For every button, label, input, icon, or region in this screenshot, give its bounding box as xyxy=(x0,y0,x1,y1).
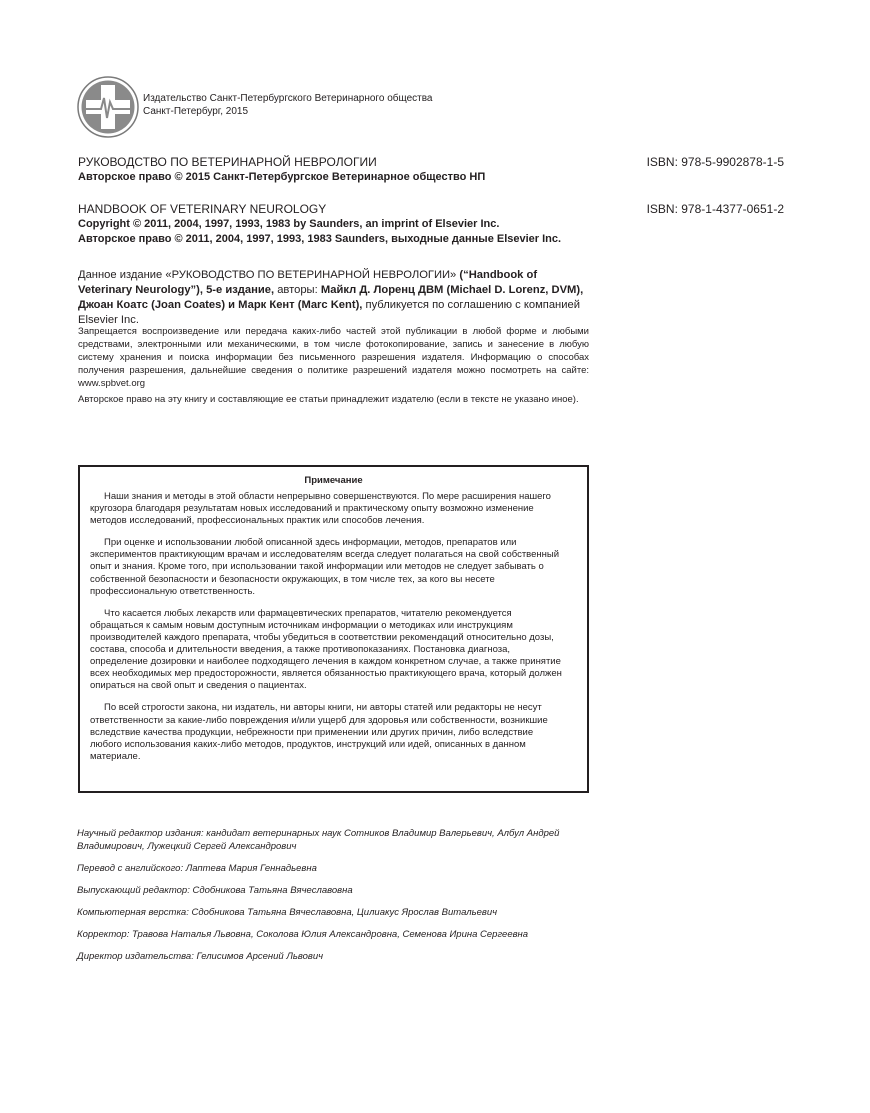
en-isbn: ISBN: 978-1-4377-0651-2 xyxy=(646,202,784,216)
ru-isbn: ISBN: 978-5-9902878-1-5 xyxy=(646,155,784,169)
edition-info-bold-1: (“Handbook of Veterinary Neurology”), 5-е издание, xyxy=(78,269,538,296)
edition-info-authors: Майкл Д. Лоренц ДВМ (Michael D. Lorenz, DVM), Джоан Коатс (Joan Coates) и Марк Кент (Marc Kent), xyxy=(78,284,584,311)
note-paragraph-1: Наши знания и методы в этой области непрерывно совершенствуются. По мере расширения нашего кругозора благодаря результатам новых исследований и практическому опыту возможно изменение методов исследований, профессиональных практик или способов лечения. xyxy=(90,491,551,527)
en-title: HANDBOOK OF VETERINARY NEUROLOGY xyxy=(78,202,327,216)
note-title: Примечание xyxy=(304,475,363,486)
edition-info-text-2: авторы: xyxy=(277,284,318,296)
en-copyright: Copyright © 2011, 2004, 1997, 1993, 1983 by Saunders, an imprint of Elsevier Inc. xyxy=(78,218,500,230)
ru-title: РУКОВОДСТВО ПО ВЕТЕРИНАРНОЙ НЕВРОЛОГИИ xyxy=(78,155,377,169)
note-paragraph-2: При оценке и использовании любой описанной здесь информации, методов, препаратов или экспериментов практикующим врачам и исследователям всегда следует полагаться на свой собственный опыт и знания. Кроме того, при использовании такой информации или методов не следует забывать о собственной безопасности и безопасности окружающих, в том числе тех, за кого вы несете профессиональную ответственность. xyxy=(90,537,560,597)
credit-scientific-editor: Научный редактор издания: кандидат ветеринарных наук Сотников Владимир Валерьевич, Албул Андрей Владимирович, Лужецкий Сергей Александрович xyxy=(77,828,560,852)
ru-copyright: Авторское право © 2015 Санкт-Петербургское Ветеринарное общество НП xyxy=(78,171,486,183)
credit-director: Директор издательства: Гелисимов Арсений Львович xyxy=(77,951,324,962)
note-paragraph-3: Что касается любых лекарств или фармацевтических препаратов, читателю рекомендуется обращаться к самым новым доступным источникам информации о методиках или инструкциям производителей каждого препарата, чтобы убедиться в соответствии рекомендаций относительно дозы, состава, способа и длительности введения, а также противопоказаниях. Постановка диагноза, определение дозировки и наиболее подходящего лечения в каждом конкретном случае, а также принятие всех необходимых мер предосторожности, является обязанностью практикующего врача, который должен опираться на свой опыт и сведения о пациентах. xyxy=(90,607,562,692)
copyright-notice: Авторское право на эту книгу и составляющие ее статьи принадлежит издателю (если в тексте не указано иное). xyxy=(78,394,579,405)
ru-edition-block xyxy=(78,155,784,185)
credit-layout: Компьютерная верстка: Сдобникова Татьяна Вячеславовна, Цилиакус Ярослав Витальевич xyxy=(77,907,498,918)
publisher-header xyxy=(77,76,597,138)
edition-info-text-3: публикуется по соглашению с компанией Elsevier Inc. xyxy=(78,299,580,326)
credit-managing-editor: Выпускающий редактор: Сдобникова Татьяна Вячеславовна xyxy=(77,885,353,896)
credits xyxy=(77,827,597,972)
vet-society-cross-logo-icon xyxy=(77,76,139,138)
edition-info xyxy=(78,268,589,328)
credit-proofreader: Корректор: Травова Наталья Львовна, Соколова Юлия Александровна, Семенова Ирина Сергеевна xyxy=(77,929,529,940)
note-box xyxy=(78,465,589,793)
en-copyright-ru: Авторское право © 2011, 2004, 1997, 1993, 1983 Saunders, выходные данные Elsevier Inc. xyxy=(78,233,562,245)
legal-notice: Запрещается воспроизведение или передача каких-либо частей этой публикации в любой форме и любыми средствами, электронными или механическими, в том числе фотокопирование, запись и занесение в любую систему хранения и поиска информации без письменного разрешения издателя. Информацию о способах получения разрешения, дальнейшие сведения о политике разрешений издателя можно посмотреть на сайте: www.spbvet.org xyxy=(78,326,589,389)
publisher-city-year: Санкт-Петербург, 2015 xyxy=(143,106,249,117)
edition-info-text-1: Данное издание «РУКОВОДСТВО ПО ВЕТЕРИНАРНОЙ НЕВРОЛОГИИ» xyxy=(78,269,457,281)
credit-translator: Перевод с английского: Лаптева Мария Геннадьевна xyxy=(77,863,317,874)
note-paragraph-4: По всей строгости закона, ни издатель, ни авторы книги, ни авторы статей или редакторы не несут ответственности за какие-либо повреждения и/или ущерб для здоровья или собственности, возникшие вследствие качества продукции, небрежности при применении или других причин, либо вследствие любого использования каких-либо методов, продуктов, инструкций или идей, описанных в данном материале. xyxy=(90,702,548,762)
publisher-name: Издательство Санкт-Петербургского Ветеринарного общества xyxy=(143,93,433,104)
en-edition-block xyxy=(78,202,784,247)
